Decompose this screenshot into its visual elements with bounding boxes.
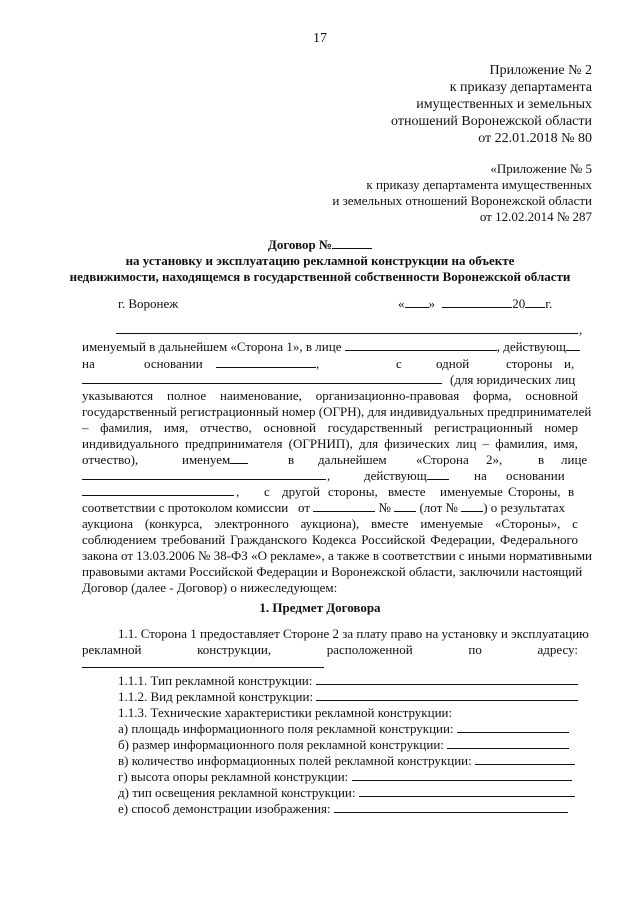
text: аукциона (82, 516, 134, 531)
year-field[interactable] (525, 296, 545, 308)
address-field[interactable] (82, 656, 324, 668)
lighting-type-field[interactable] (359, 785, 575, 797)
text: требований (161, 532, 226, 547)
text: именуемые (440, 484, 503, 499)
item-g (118, 769, 572, 784)
text: стороны (506, 356, 553, 371)
text: государственный (327, 420, 423, 435)
day-field[interactable] (405, 296, 429, 308)
text: лиц (456, 436, 477, 451)
text: аукциона), (300, 516, 360, 531)
text: действующ (364, 468, 427, 483)
text: д) тип освещения рекламной конструкции: (118, 785, 356, 800)
text: лице (561, 452, 588, 467)
text: а) площадь информационного поля рекламной конструкции: (118, 721, 454, 736)
text: соответствии с протоколом комиссии (82, 500, 289, 515)
gender-ending-field[interactable] (230, 452, 248, 464)
justified-line (82, 388, 578, 403)
text: основной (263, 420, 316, 435)
text: Федерального (499, 532, 578, 547)
text: е) способ демонстрации изображения: (118, 801, 331, 816)
text: основной (525, 388, 578, 403)
text: от (298, 500, 311, 515)
text: Кодекса (311, 532, 357, 547)
text: физических (384, 436, 450, 451)
text: рекламной (82, 642, 142, 657)
field-size-field[interactable] (447, 737, 569, 749)
text: «Сторона (416, 452, 469, 467)
appendix-2-line: Приложение № 2 (489, 63, 592, 78)
text: форма, (473, 388, 512, 403)
text: в (538, 452, 545, 467)
item-b (118, 737, 569, 752)
text: ) о результатах (483, 500, 566, 515)
comma: , (579, 322, 583, 337)
text: отчество), (82, 452, 139, 467)
text: Российской (361, 532, 426, 547)
text: , (316, 356, 320, 371)
text: отчество, (199, 420, 252, 435)
section-heading: 1. Предмет Договора (259, 600, 381, 615)
text (364, 468, 449, 483)
gender-ending-field[interactable] (427, 468, 449, 480)
text: именуемый в дальнейшем «Сторона 1», в лице (82, 339, 342, 354)
page-number: 17 (313, 31, 327, 46)
justified-line (82, 532, 578, 547)
appendix-2-line: отношений Воронежской области (391, 114, 592, 129)
appendix-2-line: к приказу департамента (449, 80, 592, 95)
basis-field-2[interactable] (82, 484, 234, 496)
justified-line (82, 420, 578, 435)
gender-ending-field[interactable] (566, 339, 580, 351)
text: регистрационный (434, 420, 533, 435)
construction-kind-field[interactable] (316, 689, 578, 701)
lot-number-field[interactable] (461, 500, 483, 512)
text: с (572, 516, 578, 531)
item-1-1-3: 1.1.3. Технические характеристики рекламной конструкции: (118, 705, 453, 720)
text: с (396, 356, 402, 371)
text: закона от 13.03.2006 № 38-ФЗ «О рекламе», а также в соответствии с иными нормативными (82, 548, 592, 563)
item-a (118, 721, 569, 736)
text: организационно-правовая (315, 388, 460, 403)
text: предпринимателя (184, 436, 283, 451)
month-field[interactable] (442, 296, 512, 308)
text: 1.1.2. Вид рекламной конструкции: (118, 689, 314, 704)
appendix-5-line: к приказу департамента имущественных (366, 177, 592, 192)
text: вместе (388, 484, 426, 499)
text: (конкурса, (144, 516, 203, 531)
item-v (118, 753, 575, 768)
item-e (118, 801, 568, 816)
text: , действующ (496, 339, 566, 354)
text: (лот № (419, 500, 458, 515)
text: (для юридических лиц (450, 372, 576, 387)
appendix-2-line: имущественных и земельных (416, 97, 592, 112)
text: Стороны, (508, 484, 561, 499)
text: наименование, (220, 388, 302, 403)
text: Гражданского (230, 532, 307, 547)
item-1-1-1 (118, 673, 578, 688)
text: в) количество информационных полей рекламной конструкции: (118, 753, 472, 768)
text: с (264, 484, 270, 499)
text: указываются (82, 388, 154, 403)
contract-subtitle-line: недвижимости, находящемся в государственной собственности Воронежской области (69, 269, 571, 284)
text: 1.1.1. Тип рекламной конструкции: (118, 673, 313, 688)
text: (ОГРНИП), (288, 436, 353, 451)
text: основании (506, 468, 565, 483)
text: на (474, 468, 487, 483)
city-label: г. Воронеж (118, 296, 179, 311)
text: № (378, 500, 391, 515)
party-2-representative-field[interactable] (82, 468, 326, 480)
text: , (327, 468, 331, 483)
protocol-date-field[interactable] (313, 500, 375, 512)
text: соблюдением (82, 532, 157, 547)
text: – (82, 420, 89, 435)
text: в (568, 484, 575, 499)
text: основании (144, 356, 203, 371)
text: – (482, 436, 490, 451)
text: «Стороны», (494, 516, 561, 531)
text: дальнейшем (318, 452, 387, 467)
justified-line (82, 516, 578, 531)
party-1-representative-line (82, 339, 580, 354)
protocol-line (82, 500, 565, 515)
text: на (82, 356, 95, 371)
text: расположенной (326, 642, 413, 657)
justified-line (82, 642, 578, 657)
text: и, (564, 356, 575, 371)
text: стороны, (328, 484, 378, 499)
text: фамилия, (495, 436, 548, 451)
text: правовыми актами Российской Федерации и Воронежской области, заключили настоящий (82, 564, 583, 579)
text: вместе (371, 516, 409, 531)
text: фамилия, (100, 420, 153, 435)
field-count-field[interactable] (475, 753, 575, 765)
party-1-name-field[interactable] (116, 322, 578, 334)
contract-title (0, 237, 640, 252)
text: другой (282, 484, 320, 499)
basis-field-1[interactable] (216, 356, 316, 371)
party-2-name-field[interactable] (82, 372, 442, 384)
text: г) высота опоры рекламной конструкции: (118, 769, 349, 784)
text: государственный регистрационный номер (ОГРН), для индивидуальных предпринимателей (82, 404, 592, 419)
text: , (236, 484, 240, 499)
text: именуем (182, 452, 231, 467)
text (182, 452, 248, 467)
text: 2», (486, 452, 503, 467)
contract-number-field[interactable] (332, 237, 372, 249)
quote-open: « (398, 296, 405, 311)
appendix-5-line: от 12.02.2014 № 287 (479, 209, 592, 224)
text: для (358, 436, 379, 451)
text: одной (436, 356, 470, 371)
text: в (288, 452, 295, 467)
contract-subtitle-line: на установку и эксплуатацию рекламной конструкции на объекте (125, 253, 515, 268)
text: б) размер информационного поля рекламной конструкции: (118, 737, 444, 752)
text: по (468, 642, 482, 657)
appendix-5-line: «Приложение № 5 (490, 161, 592, 176)
text: номер (544, 420, 578, 435)
contract-title-text: Договор № (267, 237, 333, 252)
year-suffix: г. (545, 296, 553, 311)
field-area-field[interactable] (457, 721, 569, 733)
text: Федерации, (430, 532, 495, 547)
representative-field[interactable] (345, 339, 497, 351)
text: имя, (553, 436, 578, 451)
text: полное (167, 388, 207, 403)
construction-type-field[interactable] (316, 673, 578, 685)
text: имя, (163, 420, 189, 435)
text: Договор (далее - Договор) о нижеследующем: (82, 580, 338, 595)
appendix-2-line: от 22.01.2018 № 80 (478, 131, 592, 146)
display-method-field[interactable] (334, 801, 568, 813)
protocol-number-field[interactable] (394, 500, 416, 512)
support-height-field[interactable] (352, 769, 572, 781)
text: 1.1. Сторона 1 предоставляет Стороне 2 за плату право на установку и эксплуатацию (118, 626, 589, 641)
year-prefix: 20 (512, 296, 526, 311)
text: конструкции, (197, 642, 272, 657)
item-d (118, 785, 575, 800)
text: электронного (214, 516, 289, 531)
contract-date (398, 296, 552, 311)
text: именуемые (420, 516, 484, 531)
item-1-1-2 (118, 689, 578, 704)
text: индивидуального (82, 436, 179, 451)
quote-close: » (428, 296, 435, 311)
justified-line (82, 436, 578, 451)
text: адресу: (537, 642, 578, 657)
appendix-5-line: и земельных отношений Воронежской области (332, 193, 592, 208)
